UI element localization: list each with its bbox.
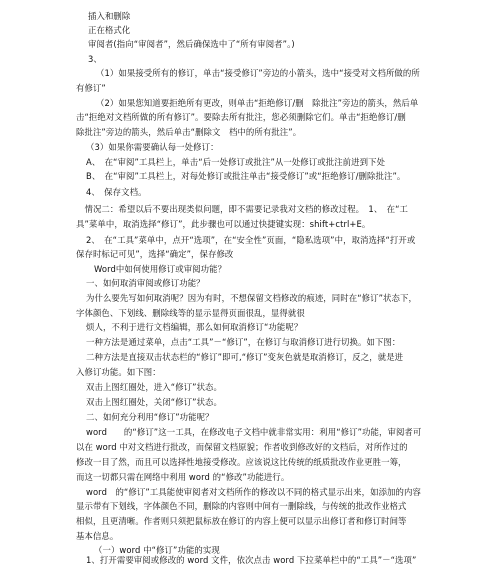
doc-line: 烦人，不利于进行文档编辑，那么如何取消修订“功能呢？ [86,322,303,332]
doc-line: 2、 在“工具”菜单中，点开“选项”，在“安全性”页面，“隐私选项”中，取消选择“打开或 [86,235,416,245]
doc-line: Word中如何使用修订或审阅功能？ [94,264,227,274]
doc-line: 1、打开需要审阅或修改的 word 文件，依次点击 word 下拉菜单栏中的“工具”－“选项” [86,555,417,565]
doc-line: 二、如何充分利用“修订”功能呢？ [86,412,214,422]
doc-line: A、 在“审阅”工具栏上，单击“后一处修订或批注”从一处修订或批注前进到下处 [86,157,386,167]
doc-line: 二种方法是直接双击状态栏的“修订”即可,“修订”变灰色就是取消修订，反之，就是进 [86,352,404,362]
doc-line: 除批注”旁边的箭头，然后单击“删除文 档中的所有批注”。 [76,127,302,137]
doc-line: 正在格式化 [88,25,131,35]
doc-line: 有修订” [76,83,106,93]
doc-line: 字体颜色、下划线、删除线等的显示显得页面很乱，显得就很 [76,308,305,318]
doc-line: （一）word 中“修订”功能的实现 [94,545,220,555]
doc-line: 相似，且更清晰。作者则只须把鼠标放在修订的内容上便可以显示出修订者和修订时间等 [76,516,407,526]
doc-line: 显示带有下划线，字体颜色不同，删除的内容则中间有一删除线，与传统的批改作业格式 [76,501,407,511]
doc-line: 修改一目了然，而且可以选择性地接受修改。应该说这比传统的纸质批改作业更胜一筹， [76,457,407,467]
doc-line: 一种方法是通过菜单，点击“工具”－“修订”，在修订与取消修订进行切换。如下图： [86,337,401,347]
doc-line: B、 在“审阅”工具栏上，对每处修订或批注单击“接受修订”或“拒绝修订/删除批注”。 [86,171,406,181]
doc-line: （2）如果您知道要拒绝所有更改，则单击“拒绝修订/删 除批注”旁边的箭头，然后单 [96,98,419,108]
doc-line: 双击上图红圈处，关闭“修订”状态。 [86,397,223,407]
doc-line: 3、 [88,54,102,64]
doc-line: 入修订功能。如下图： [76,367,161,377]
doc-line: 以在 word 中对文档进行批改，而保留文档原貌；作者收到修改好的文档后，对所作过的 [76,442,408,452]
doc-line: 4、 保存文档。 [86,187,147,197]
doc-line: 审阅者(指向“审阅者”，然后确保选中了“所有审阅者”。) [88,39,295,49]
doc-line: 具”菜单中，取消选择“修订”，此步骤也可以通过快捷键实现：shift+ctrl+E。 [76,219,371,229]
doc-line: 为什么要先写如何取消呢？因为有时，不想保留文档修改的痕迹，同时在“修订”状态下， [86,293,417,303]
doc-line: （1）如果接受所有的修订，单击“接受修订”旁边的小箭头，选中“接受对文档所做的所 [96,68,420,78]
doc-line: 情况二：希望以后不要出现类似问题，即不需要记录我对文档的修改过程。 1、 在“工 [76,204,408,214]
doc-line: 而这一切都只需在网络中利用 word 的“修改”功能进行。 [76,472,290,482]
doc-line: 击“拒绝对文档所做的所有修订”。要除去所有批注，您必须删除它们。单击“拒绝修订/删 [76,112,406,122]
doc-line: 插入和删除 [88,11,131,21]
doc-line: （3）如果你需要确认每一处修订： [86,142,219,152]
doc-line: 保存时标记可见”，选择“确定”，保存修改 [76,249,234,259]
doc-line: word 的“修订”工具能使审阅者对文档所作的修改以不同的格式显示出来，如添加的内容 [86,487,421,497]
doc-line: 一、如何取消审阅或修订功能？ [86,278,205,288]
doc-line: word 的“修订”这一工具，在修改电子文档中就非常实用：利用“修订”功能，审阅者可 [86,427,422,437]
doc-line: 双击上图红圈处，进入“修订”状态。 [86,382,223,392]
doc-line: 基本信息。 [76,531,119,541]
